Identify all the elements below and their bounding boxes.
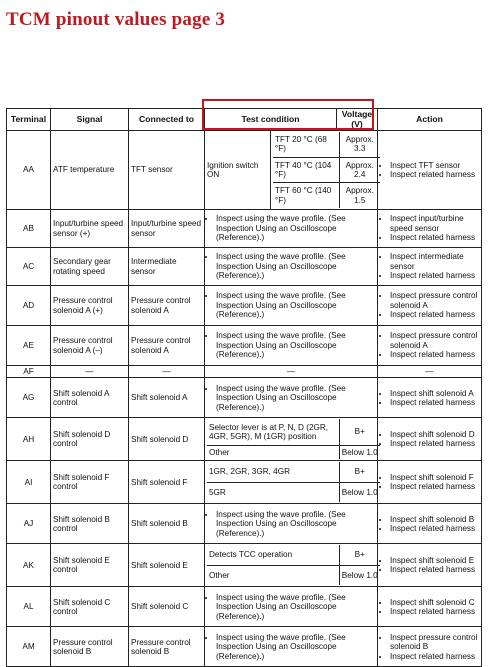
action-cell: • Inspect input/turbine speed sensor • Inspect related harness — [378, 210, 482, 248]
signal-cell: Pressure control solenoid A (+) — [51, 286, 129, 326]
connected-cell: TFT sensor — [129, 131, 205, 210]
table-row — [7, 627, 482, 667]
test-condition-cell: • Inspect using the wave profile. (See Inspection Using an Oscilloscope (Reference).) — [205, 248, 378, 286]
voltage-value: B+ — [339, 545, 380, 565]
terminal-cell: AB — [7, 210, 51, 248]
signal-cell: Shift solenoid C control — [51, 587, 129, 627]
test-condition-cell: — — [205, 366, 378, 378]
connected-cell: Shift solenoid A — [129, 378, 205, 418]
sub-condition: Other — [209, 570, 230, 580]
connected-cell: Shift solenoid B — [129, 504, 205, 544]
sub-condition: Other — [209, 447, 230, 457]
table-row — [7, 286, 482, 326]
sub-condition: Selector lever is at P, N, D (2GR, 4GR, 5GR), M (1GR) position — [207, 419, 339, 445]
table-row — [7, 587, 482, 627]
terminal-cell: AF — [7, 366, 51, 378]
terminal-cell: AM — [7, 627, 51, 667]
pinout-table — [6, 108, 482, 667]
connected-cell: Input/turbine speed sensor — [129, 210, 205, 248]
voltage-value: Approx. 3.3 — [339, 132, 380, 157]
connected-cell: Intermediate sensor — [129, 248, 205, 286]
col-test-header: Test condition — [205, 109, 337, 131]
test-condition-cell: • Inspect using the wave profile. (See Inspection Using an Oscilloscope (Reference).) — [205, 210, 378, 248]
voltage-value: Approx. 2.4 — [339, 157, 380, 183]
table-row — [7, 378, 482, 418]
action-cell: • Inspect shift solenoid B • Inspect related harness — [378, 504, 482, 544]
voltage-value: Approx. 1.5 — [339, 183, 380, 208]
action-cell: • Inspect intermediate sensor • Inspect related harness — [378, 248, 482, 286]
signal-cell: — — [51, 366, 129, 378]
table-row — [7, 248, 482, 286]
signal-cell: Shift solenoid A control — [51, 378, 129, 418]
table-row — [7, 544, 482, 587]
test-condition-cell: • Inspect using the wave profile. (See Inspection Using an Oscilloscope (Reference).) — [205, 504, 378, 544]
sub-condition: TFT 60 °C (140 °F) — [275, 186, 332, 205]
signal-cell: Input/turbine speed sensor (+) — [51, 210, 129, 248]
sub-condition: TFT 40 °C (104 °F) — [273, 157, 339, 183]
voltage-value: Below 1.0 — [339, 445, 380, 459]
terminal-cell: AE — [7, 326, 51, 366]
connected-cell: Shift solenoid D — [129, 418, 205, 461]
connected-cell: — — [129, 366, 205, 378]
test-condition-cell: • Inspect using the wave profile. (See Inspection Using an Oscilloscope (Reference).) — [205, 326, 378, 366]
action-cell: • Inspect pressure control solenoid B • Inspect related harness — [378, 627, 482, 667]
table-row — [7, 461, 482, 504]
terminal-cell: AL — [7, 587, 51, 627]
terminal-cell: AK — [7, 544, 51, 587]
connected-cell: Shift solenoid C — [129, 587, 205, 627]
sub-condition-cell — [271, 131, 378, 210]
col-connected-header: Connected to — [129, 109, 205, 131]
terminal-cell: AD — [7, 286, 51, 326]
test-condition-cell: • Inspect using the wave profile. (See Inspection Using an Oscilloscope (Reference).) — [205, 587, 378, 627]
action-cell: — — [378, 366, 482, 378]
signal-cell: Shift solenoid E control — [51, 544, 129, 587]
voltage-value: B+ — [339, 462, 380, 482]
terminal-cell: AG — [7, 378, 51, 418]
table-row — [7, 131, 482, 210]
sub-condition: 1GR, 2GR, 3GR, 4GR — [207, 462, 339, 482]
terminal-cell: AH — [7, 418, 51, 461]
connected-cell: Pressure control solenoid A — [129, 286, 205, 326]
connected-cell: Shift solenoid E — [129, 544, 205, 587]
table-row — [7, 366, 482, 378]
signal-cell: Shift solenoid D control — [51, 418, 129, 461]
connected-cell: Pressure control solenoid B — [129, 627, 205, 667]
signal-cell: Pressure control solenoid A (–) — [51, 326, 129, 366]
signal-cell: Pressure control solenoid B — [51, 627, 129, 667]
terminal-cell: AJ — [7, 504, 51, 544]
signal-cell: ATF temperature — [51, 131, 129, 210]
signal-cell: Shift solenoid B control — [51, 504, 129, 544]
terminal-cell: AA — [7, 131, 51, 210]
condition-cell: Ignition switch ON — [205, 131, 271, 210]
sub-condition: TFT 20 °C (68 °F) — [273, 132, 339, 157]
connected-cell: Pressure control solenoid A — [129, 326, 205, 366]
terminal-cell: AC — [7, 248, 51, 286]
signal-cell: Shift solenoid F control — [51, 461, 129, 504]
signal-cell: Secondary gear rotating speed — [51, 248, 129, 286]
voltage-value: B+ — [339, 419, 380, 445]
sub-condition-cell — [205, 418, 378, 461]
test-condition-cell: • Inspect using the wave profile. (See Inspection Using an Oscilloscope (Reference).) — [205, 378, 378, 418]
action-cell: • Inspect shift solenoid F • Inspect related harness — [378, 461, 482, 504]
test-condition-cell: • Inspect using the wave profile. (See Inspection Using an Oscilloscope (Reference).) — [205, 627, 378, 667]
action-cell: • Inspect shift solenoid C • Inspect related harness — [378, 587, 482, 627]
table-row — [7, 326, 482, 366]
terminal-cell: AI — [7, 461, 51, 504]
action-cell: • Inspect pressure control solenoid A • Inspect related harness — [378, 286, 482, 326]
col-signal-header: Signal — [51, 109, 129, 131]
sub-condition: Detects TCC operation — [207, 545, 339, 565]
table-row — [7, 504, 482, 544]
action-cell: • Inspect pressure control solenoid A • Inspect related harness — [378, 326, 482, 366]
sub-condition-cell — [205, 461, 378, 504]
voltage-value: Below 1.0 — [339, 482, 380, 502]
sub-condition: 5GR — [209, 487, 226, 497]
test-condition-cell: • Inspect using the wave profile. (See Inspection Using an Oscilloscope (Reference).) — [205, 286, 378, 326]
voltage-value: Below 1.0 — [339, 565, 380, 585]
action-cell: • Inspect shift solenoid A • Inspect related harness — [378, 378, 482, 418]
action-cell: • Inspect shift solenoid E • Inspect related harness — [378, 544, 482, 587]
page-title: TCM pinout values page 3 — [6, 9, 226, 30]
highlight-box — [202, 99, 374, 130]
table-row — [7, 210, 482, 248]
action-cell: • Inspect TFT sensor • Inspect related harness — [378, 131, 482, 210]
col-voltage-header: Voltage (V) — [337, 109, 378, 131]
action-cell: • Inspect shift solenoid D • Inspect related harness — [378, 418, 482, 461]
sub-condition-cell — [205, 544, 378, 587]
col-action-header: Action — [378, 109, 482, 131]
table-row — [7, 418, 482, 461]
col-terminal-header: Terminal — [7, 109, 51, 131]
connected-cell: Shift solenoid F — [129, 461, 205, 504]
